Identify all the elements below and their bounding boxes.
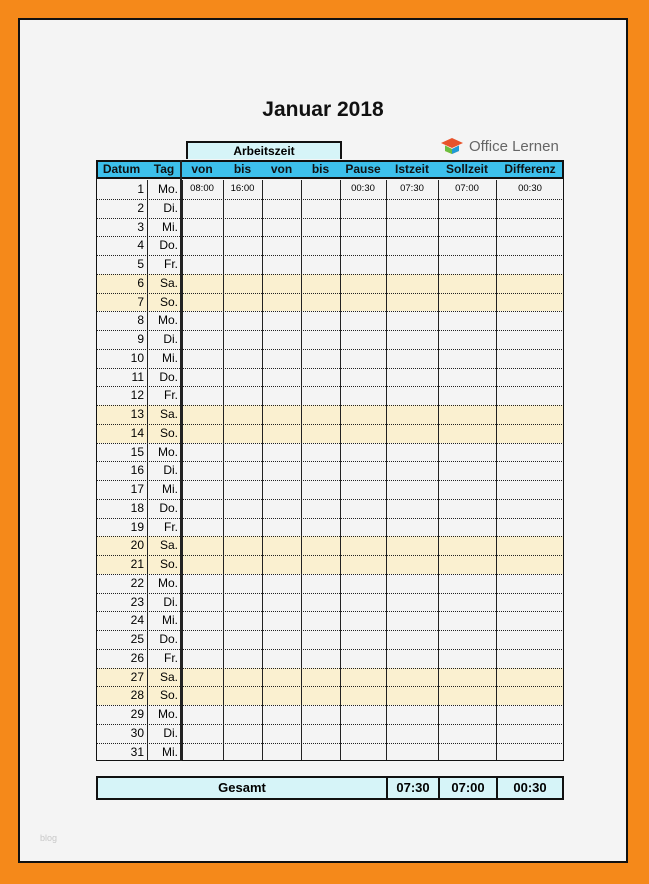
column-header-9: Differenz bbox=[496, 160, 564, 179]
cell-weekday: Do. bbox=[159, 238, 178, 253]
totals-istzeit: 07:30 bbox=[386, 778, 438, 798]
cell-day: 23 bbox=[130, 594, 144, 609]
cell-weekday: Sa. bbox=[159, 538, 178, 553]
timesheet-page bbox=[18, 18, 628, 863]
cell-day: 19 bbox=[130, 519, 144, 534]
column-header-2: von bbox=[181, 160, 223, 179]
cell-day: 14 bbox=[130, 425, 144, 440]
cell-day: 30 bbox=[130, 725, 144, 740]
column-header-1: Tag bbox=[147, 160, 181, 179]
cell-day: 25 bbox=[130, 632, 144, 646]
table-border bbox=[96, 179, 564, 761]
cell-weekday: Sa. bbox=[159, 669, 178, 684]
cell-istzeit: 07:30 bbox=[400, 183, 424, 194]
cell-day: 6 bbox=[137, 275, 144, 290]
column-header-5: bis bbox=[301, 160, 340, 179]
cell-bis1: 16:00 bbox=[230, 183, 255, 194]
cell-weekday: Mi. bbox=[162, 744, 178, 759]
cell-weekday: Fr. bbox=[164, 257, 178, 271]
totals-differenz: 00:30 bbox=[496, 778, 562, 798]
cell-weekday: So. bbox=[159, 425, 178, 440]
cell-weekday: Do. bbox=[159, 369, 178, 384]
cell-day: 12 bbox=[130, 388, 144, 403]
cell-von1: 08:00 bbox=[190, 183, 214, 194]
cell-weekday: Di. bbox=[163, 332, 178, 346]
cell-weekday: Mi. bbox=[162, 613, 178, 628]
cell-weekday: Mo. bbox=[157, 182, 178, 196]
cell-sollzeit: 07:00 bbox=[455, 183, 479, 194]
column-header-6: Pause bbox=[340, 160, 386, 179]
cell-weekday: So. bbox=[159, 688, 178, 703]
cell-day: 17 bbox=[130, 482, 144, 496]
cell-day: 11 bbox=[131, 369, 144, 384]
cell-weekday: Mo. bbox=[157, 707, 178, 721]
tag-separator bbox=[180, 160, 182, 761]
cell-day: 4 bbox=[137, 238, 144, 253]
logo-text: Office Lernen bbox=[469, 137, 559, 155]
cell-day: 22 bbox=[130, 575, 144, 590]
cell-day: 20 bbox=[130, 538, 144, 553]
cell-day: 7 bbox=[137, 294, 144, 309]
cell-day: 2 bbox=[137, 200, 144, 215]
cell-weekday: Fr. bbox=[164, 650, 178, 665]
cell-day: 28 bbox=[130, 688, 144, 703]
cell-weekday: Di. bbox=[163, 200, 178, 215]
cell-weekday: Mi. bbox=[162, 219, 178, 234]
cell-day: 3 bbox=[137, 219, 144, 234]
cell-day: 27 bbox=[130, 669, 144, 684]
totals-row bbox=[96, 776, 564, 800]
column-header-0: Datum bbox=[96, 160, 147, 179]
cell-weekday: Sa. bbox=[159, 275, 178, 290]
arbeitszeit-header: Arbeitszeit bbox=[186, 141, 342, 159]
cell-weekday: So. bbox=[159, 294, 178, 309]
cell-day: 24 bbox=[130, 613, 144, 628]
column-header-3: bis bbox=[223, 160, 262, 179]
cell-weekday: Di. bbox=[163, 463, 178, 478]
cell-day: 15 bbox=[130, 444, 144, 459]
column-header-8: Sollzeit bbox=[438, 160, 496, 179]
cell-weekday: Sa. bbox=[159, 407, 178, 421]
column-header-7: Istzeit bbox=[386, 160, 438, 179]
cell-day: 26 bbox=[130, 650, 144, 665]
cell-day: 16 bbox=[130, 463, 144, 478]
cell-day: 31 bbox=[130, 744, 144, 759]
cell-weekday: Mo. bbox=[157, 575, 178, 590]
totals-label: Gesamt bbox=[218, 780, 266, 796]
graduation-cap-icon bbox=[440, 136, 464, 156]
cell-pause: 00:30 bbox=[351, 183, 375, 194]
cell-day: 18 bbox=[130, 500, 144, 515]
cell-day: 21 bbox=[130, 557, 144, 571]
cell-weekday: Mo. bbox=[157, 313, 178, 328]
cell-weekday: Fr. bbox=[164, 519, 178, 534]
cell-weekday: Di. bbox=[163, 725, 178, 740]
cell-day: 5 bbox=[137, 257, 144, 271]
cell-day: 13 bbox=[130, 407, 144, 421]
cell-weekday: So. bbox=[159, 557, 178, 571]
cell-weekday: Mi. bbox=[162, 350, 178, 365]
cell-weekday: Mi. bbox=[162, 482, 178, 496]
totals-sollzeit: 07:00 bbox=[438, 778, 496, 798]
cell-differenz: 00:30 bbox=[518, 183, 542, 194]
cell-weekday: Fr. bbox=[164, 388, 178, 403]
cell-weekday: Mo. bbox=[157, 444, 178, 459]
cell-day: 9 bbox=[137, 332, 144, 346]
cell-day: 29 bbox=[130, 707, 144, 721]
cell-weekday: Do. bbox=[159, 632, 178, 646]
cell-weekday: Do. bbox=[159, 500, 178, 515]
column-header-4: von bbox=[262, 160, 301, 179]
cell-day: 1 bbox=[137, 182, 144, 196]
cell-weekday: Di. bbox=[163, 594, 178, 609]
cell-day: 10 bbox=[130, 350, 144, 365]
page-title: Januar 2018 bbox=[262, 98, 384, 121]
watermark: blog bbox=[40, 833, 58, 843]
cell-day: 8 bbox=[137, 313, 144, 328]
logo bbox=[440, 135, 559, 157]
